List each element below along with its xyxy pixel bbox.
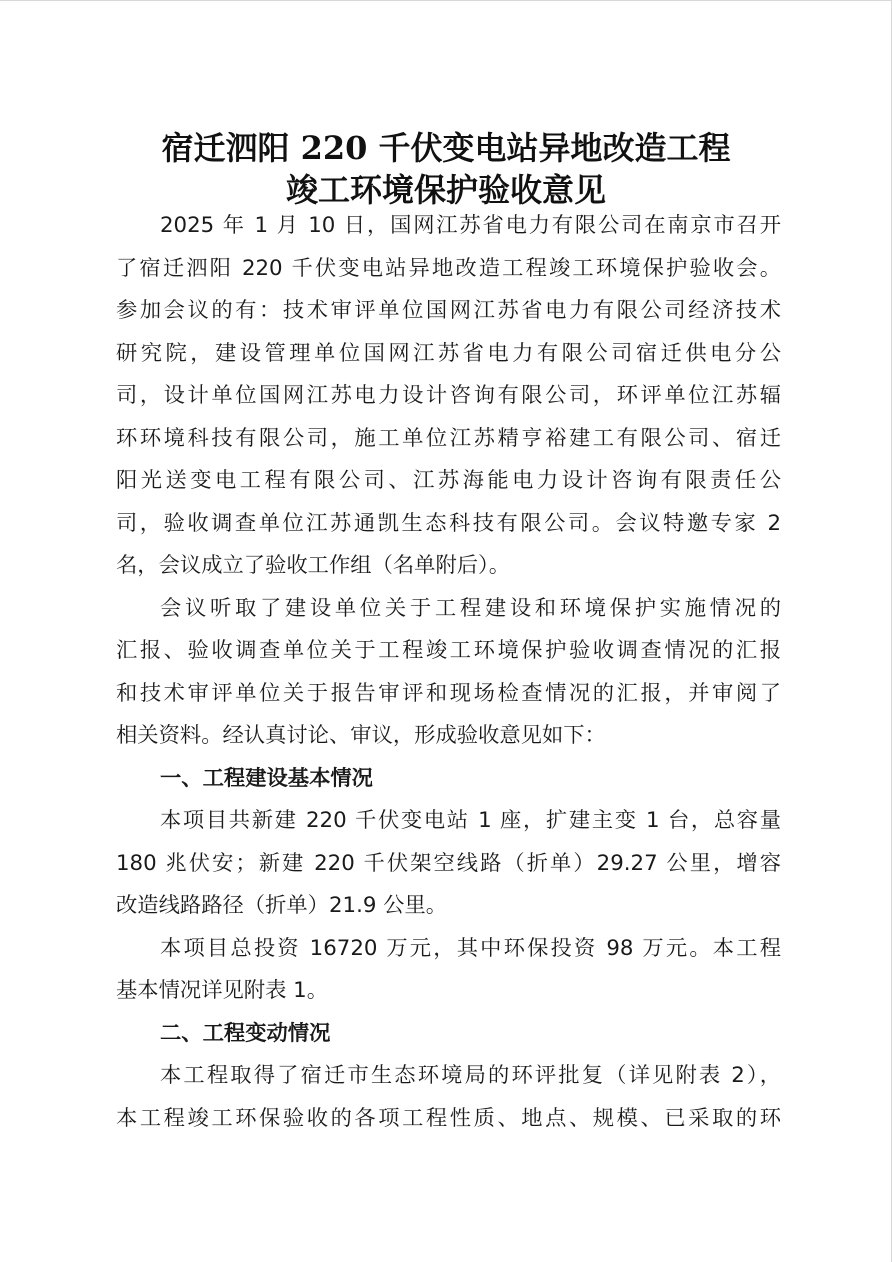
paragraph-4-line-1: 本项目总投资 16720 万元，其中环保投资 98 万元。本工程 <box>160 935 781 961</box>
paragraph-1-line-5: 司，设计单位国网江苏电力设计咨询有限公司，环评单位江苏辐 <box>116 383 781 408</box>
document-title-line-2: 竣工环境保护验收意见 <box>285 171 606 209</box>
paragraph-1-line-1: 2025 年 1 月 10 日，国网江苏省电力有限公司在南京市召开 <box>160 213 781 238</box>
paragraph-2-line-2: 汇报、验收调查单位关于工程竣工环境保护验收调查情况的汇报 <box>116 638 781 663</box>
paragraph-5-line-2: 本工程竣工环保验收的各项工程性质、地点、规模、已采取的环 <box>116 1105 781 1131</box>
paragraph-3-line-2: 180 兆伏安；新建 220 千伏架空线路（折单）29.27 公里，增容 <box>116 850 781 876</box>
paragraph-1-line-3: 参加会议的有：技术审评单位国网江苏省电力有限公司经济技术 <box>116 298 781 323</box>
document-body <box>116 205 781 1140</box>
paragraph-1-line-6: 环环境科技有限公司，施工单位江苏精亨裕建工有限公司、宿迁 <box>116 425 781 451</box>
paragraph-3-line-1: 本项目共新建 220 千伏变电站 1 座，扩建主变 1 台，总容量 <box>160 808 781 833</box>
paragraph-2-line-3: 和技术审评单位关于报告审评和现场检查情况的汇报，并审阅了 <box>116 680 781 706</box>
paragraph-1-line-9: 名，会议成立了验收工作组（名单附后）。 <box>116 553 510 578</box>
paragraph-2-line-4: 相关资料。经认真讨论、审议，形成验收意见如下： <box>116 723 606 748</box>
paragraph-1-line-2: 了宿迁泗阳 220 千伏变电站异地改造工程竣工环境保护验收会。 <box>116 255 781 281</box>
paragraph-4-line-2: 基本情况详见附表 1。 <box>116 978 328 1003</box>
paragraph-5-line-1: 本工程取得了宿迁市生态环境局的环评批复（详见附表 2）， <box>160 1063 781 1088</box>
paragraph-2-line-1: 会议听取了建设单位关于工程建设和环境保护实施情况的 <box>160 595 781 621</box>
section-heading-1: 一、工程建设基本情况 <box>160 765 373 791</box>
paragraph-1-line-8: 司，验收调查单位江苏通凯生态科技有限公司。会议特邀专家 2 <box>116 510 781 536</box>
document-title-line-1: 宿迁泗阳 220 千伏变电站异地改造工程 <box>161 129 731 167</box>
paragraph-1-line-7: 阳光送变电工程有限公司、江苏海能电力设计咨询有限责任公 <box>116 468 781 493</box>
section-heading-2: 二、工程变动情况 <box>160 1020 331 1046</box>
paragraph-1-line-4: 研究院，建设管理单位国网江苏省电力有限公司宿迁供电分公 <box>116 340 781 366</box>
paragraph-3-line-3: 改造线路路径（折单）21.9 公里。 <box>116 893 448 918</box>
